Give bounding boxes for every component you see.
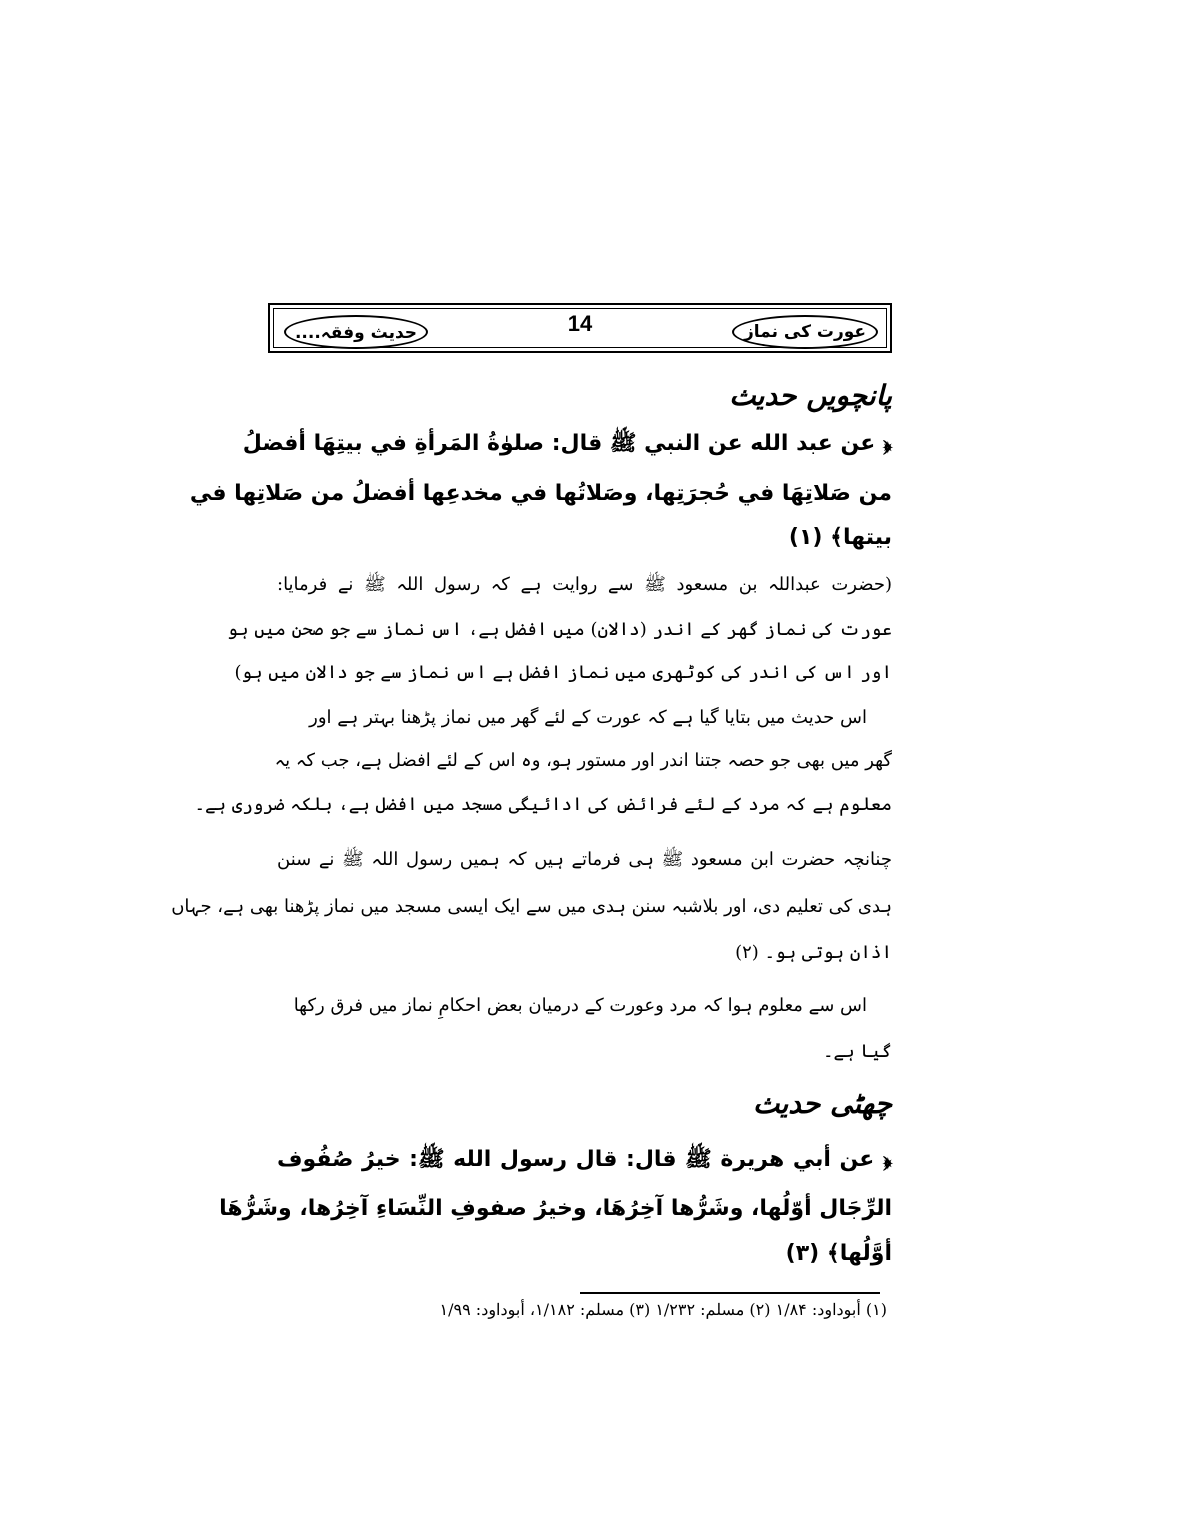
book-title-label: عورت کی نماز [732, 315, 878, 349]
urdu-text-line: گھر میں بھی جو حصہ جتنا اندر اور مستور ہو، وہ اس کے لئے افضل ہے، جب کہ یہ [274, 750, 892, 771]
urdu-text-line: اس حدیث میں بتایا گیا ہے کہ عورت کے لئے گھر میں نماز پڑھنا بہتر ہے اور [309, 707, 867, 728]
hadith-5-heading: پانچویں حدیث [729, 379, 892, 412]
arabic-text-line: من صَلاتِهَا في حُجرَتِها، وصَلاتُها في مخدعِها أفضلُ من صَلاتِها في [189, 481, 892, 506]
page-header [268, 303, 892, 353]
footnote-references: (۱) أبوداود: ۱/۸۴ (۲) مسلم: ۱/۲۳۲ (۳) مسلم: ۱/۱۸۲، أبوداود: ۱/۹۹ [439, 1300, 887, 1319]
arabic-text-line: بيتها﴾ (۱) [788, 525, 892, 550]
urdu-text-line: گیا ہے۔ [822, 1041, 892, 1062]
page-number: 14 [567, 311, 593, 336]
hadith-6-heading: چھٹی حدیث [752, 1087, 892, 1120]
chapter-title-label: حدیث وفقہ.... [284, 315, 428, 349]
arabic-text-line: ﴿ عن عبد الله عن النبي ﷺ قال: صلوٰةُ المَرأةِ في بيتِهَا أفضلُ [242, 431, 892, 456]
arabic-text-line: ﴿ عن أبي هريرة ﷺ قال: قال رسول الله ﷺ: خيرُ صُفُوف [277, 1147, 892, 1172]
urdu-text-line: چنانچہ حضرت ابن مسعود ﷺ ہی فرماتے ہیں کہ ہمیں رسول اللہ ﷺ نے سنن [277, 849, 892, 870]
urdu-text-line: اذان ہوتی ہو۔ (۲) [735, 942, 892, 963]
urdu-text-line: معلوم ہے کہ مرد کے لئے فرائض کی ادائیگی مسجد میں افضل ہے، بلکہ ضروری ہے۔ [194, 794, 892, 815]
footnote-divider [580, 1292, 880, 1294]
arabic-text-line: الرِّجَال أوّلُها، وشَرُّها آخِرُهَا، وخيرُ صفوفِ النِّسَاءِ آخِرُها، وشَرُّهَا [219, 1196, 892, 1221]
urdu-text-line: (حضرت عبداللہ بن مسعود ﷺ سے روایت ہے کہ رسول اللہ ﷺ نے فرمایا: [277, 574, 892, 595]
urdu-text-line: عورت کی نماز گھر کے اندر (دالان) میں افضل ہے، اس نماز سے جو صحن میں ہو [227, 619, 892, 640]
urdu-text-line: ہدی کی تعلیم دی، اور بلاشبہ سنن ہدی میں سے ایک ایسی مسجد میں نماز پڑھنا بھی ہے، جہاں [171, 896, 892, 917]
arabic-text-line: أوَّلُها﴾ (۳) [785, 1241, 892, 1266]
urdu-text-line: اور اس کی اندر کی کوٹھری میں نماز افضل ہے اس نماز سے جو دالان میں ہو) [234, 662, 892, 683]
urdu-text-line: اس سے معلوم ہوا کہ مرد وعورت کے درمیان بعض احکامِ نماز میں فرق رکھا [293, 995, 867, 1016]
